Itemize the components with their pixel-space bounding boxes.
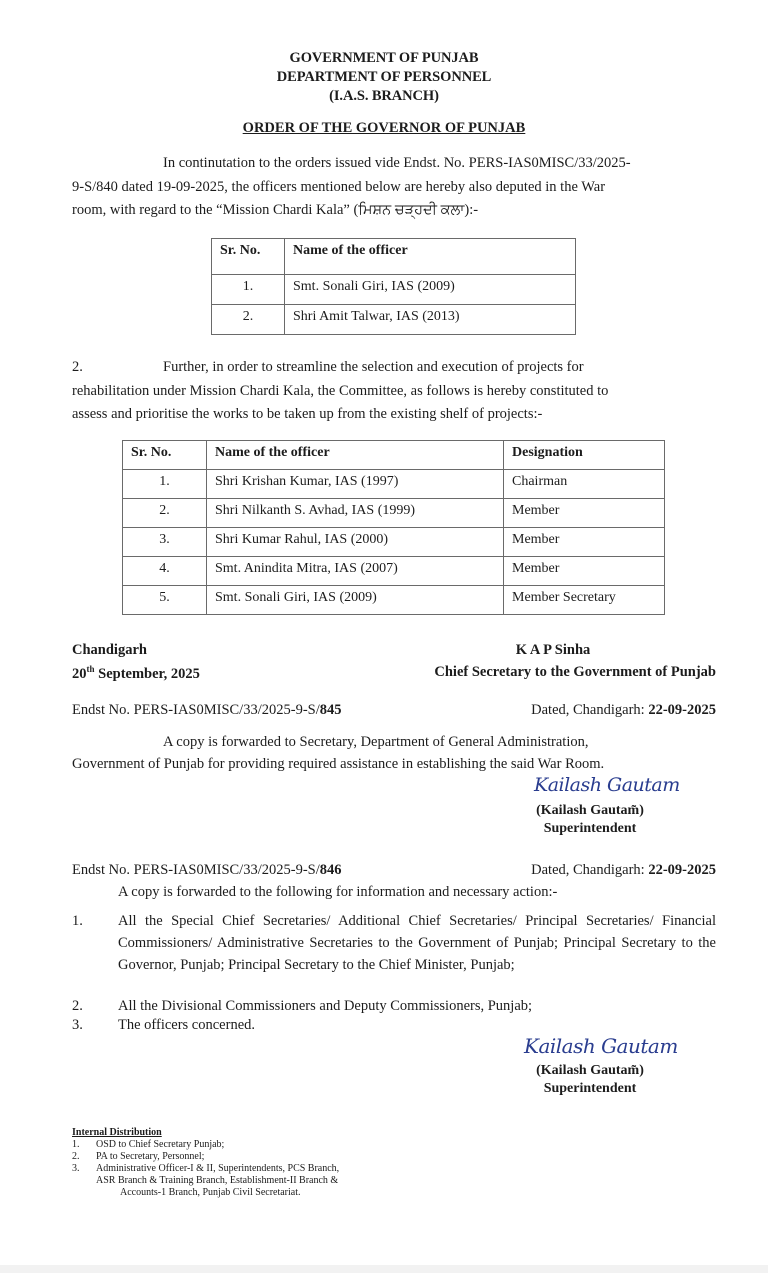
endorsement-1-text: A copy is forwarded to Secretary, Department of General Administration, Government of Punjab for providing required assistance in establishing the said War Room. [72, 734, 605, 772]
internal-distribution [72, 1127, 402, 1199]
endorsement-2-date: Dated, Chandigarh: 22-09-2025 [531, 862, 716, 878]
signatory-title: Chief Secretary to the Government of Punjab [434, 664, 716, 680]
designation-cell: Member [504, 528, 665, 557]
officer-name-cell: Shri Krishan Kumar, IAS (1997) [207, 470, 504, 499]
signer-name: (Kailash Gautam̃) [536, 1063, 644, 1078]
branch-heading: (I.A.S. BRANCH) [329, 88, 439, 104]
distribution-item: 2. All the Divisional Commissioners and Deputy Commissioners, Punjab; [72, 998, 533, 1014]
table-row [123, 557, 665, 586]
designation-cell: Member Secretary [504, 586, 665, 615]
column-header-designation: Designation [504, 441, 665, 470]
sr-no-cell: 1. [123, 470, 207, 499]
paragraph-1-line-3: room, with regard to the “Mission Chardi Kala” (ਮਿਸ਼ਨ ਚੜ੍ਹਦੀ ਕਲਾ):- [72, 202, 479, 218]
page-bottom-edge [0, 1265, 768, 1273]
officer-name-cell: Shri Nilkanth S. Avhad, IAS (1999) [207, 499, 504, 528]
sr-no-cell: 2. [123, 499, 207, 528]
designation-cell: Member [504, 557, 665, 586]
signer-designation: Superintendent [543, 1081, 637, 1096]
government-heading: GOVERNMENT OF PUNJAB [289, 50, 479, 66]
internal-distribution-item: 1. OSD to Chief Secretary Punjab; [72, 1139, 225, 1150]
internal-distribution-item: 2. PA to Secretary, Personnel; [72, 1151, 205, 1162]
signature-1: Kailash Gautam [534, 774, 680, 796]
distribution-item: 3. The officers concerned. [72, 1017, 256, 1033]
place: Chandigarh [72, 642, 147, 658]
department-heading: DEPARTMENT OF PERSONNEL [276, 69, 492, 85]
table-header-row [212, 239, 576, 275]
internal-distribution-item: 3. Administrative Officer-I & II, Superintendents, PCS Branch, ASR Branch & Training Branch, Establishment-II Branch & Accounts-1 Branch, Punjab Civil Secretariat. [72, 1163, 340, 1198]
paragraph-2-line-2: rehabilitation under Mission Chardi Kala, the Committee, as follows is hereby constituted to [72, 382, 609, 399]
designation-cell: Chairman [504, 470, 665, 499]
officer-name-cell: Smt. Anindita Mitra, IAS (2007) [207, 557, 504, 586]
paragraph-1-line-1: In continutation to the orders issued vide Endst. No. PERS-IAS0MISC/33/2025- [163, 155, 631, 171]
sr-no-cell: 5. [123, 586, 207, 615]
distribution-item: 1. All the Special Chief Secretaries/ Additional Chief Secretaries/ Principal Secretaries/ Financial Commissioners/ Administrative Secretaries to the Government of Punjab; Principal Secretary to the Governor, Punjab; Principal Secretary to the Chief Minister, Punjab; [72, 913, 716, 973]
table-row [212, 305, 576, 335]
endorsement-2-number: Endst No. PERS-IAS0MISC/33/2025-9-S/846 [72, 862, 342, 878]
column-header-officer-name: Name of the officer [207, 441, 504, 470]
officer-name-cell: Shri Amit Talwar, IAS (2013) [285, 305, 576, 335]
paragraph-2 [72, 352, 716, 430]
paragraph-2-line-3: assess and prioritise the works to be taken up from the existing shelf of projects:- [72, 406, 543, 422]
sr-no-cell: 2. [212, 305, 285, 335]
signature-1-block [512, 802, 668, 838]
war-room-officers-table [211, 238, 576, 335]
table-row [123, 586, 665, 615]
column-header-sr-no: Sr. No. [212, 239, 285, 275]
endorsement-1-date: Dated, Chandigarh: 22-09-2025 [531, 702, 716, 718]
paragraph-1-line-2: 9-S/840 dated 19-09-2025, the officers mentioned below are hereby also deputed in the War [72, 178, 606, 195]
sr-no-cell: 4. [123, 557, 207, 586]
officer-name-cell: Smt. Sonali Giri, IAS (2009) [285, 275, 576, 305]
sr-no-cell: 3. [123, 528, 207, 557]
signatory-name: K A P Sinha [515, 642, 591, 658]
paragraph-1 [72, 148, 716, 226]
endorsement-2-intro: A copy is forwarded to the following for information and necessary action:- [118, 884, 558, 900]
endorsement-1-number: Endst No. PERS-IAS0MISC/33/2025-9-S/845 [72, 702, 342, 718]
table-row [212, 275, 576, 305]
sr-no-cell: 1. [212, 275, 285, 305]
signer-designation: Superintendent [543, 821, 637, 836]
internal-distribution-title: Internal Distribution [72, 1127, 162, 1138]
column-header-sr-no: Sr. No. [123, 441, 207, 470]
table-row [123, 528, 665, 557]
table-row [123, 470, 665, 499]
paragraph-2-line-1: Further, in order to streamline the selection and execution of projects for [163, 359, 584, 375]
officer-name-cell: Shri Kumar Rahul, IAS (2000) [207, 528, 504, 557]
signature-2: Kailash Gautam [524, 1034, 678, 1058]
paragraph-2-number: 2. [72, 359, 83, 375]
table-header-row [123, 441, 665, 470]
committee-table [122, 440, 665, 615]
officer-name-cell: Smt. Sonali Giri, IAS (2009) [207, 586, 504, 615]
signer-name: (Kailash Gautam̃) [536, 803, 644, 818]
signature-2-block [512, 1062, 668, 1098]
order-title: ORDER OF THE GOVERNOR OF PUNJAB [242, 120, 526, 136]
designation-cell: Member [504, 499, 665, 528]
column-header-officer-name: Name of the officer [285, 239, 576, 275]
order-date: 20th September, 2025 [72, 664, 200, 682]
table-row [123, 499, 665, 528]
